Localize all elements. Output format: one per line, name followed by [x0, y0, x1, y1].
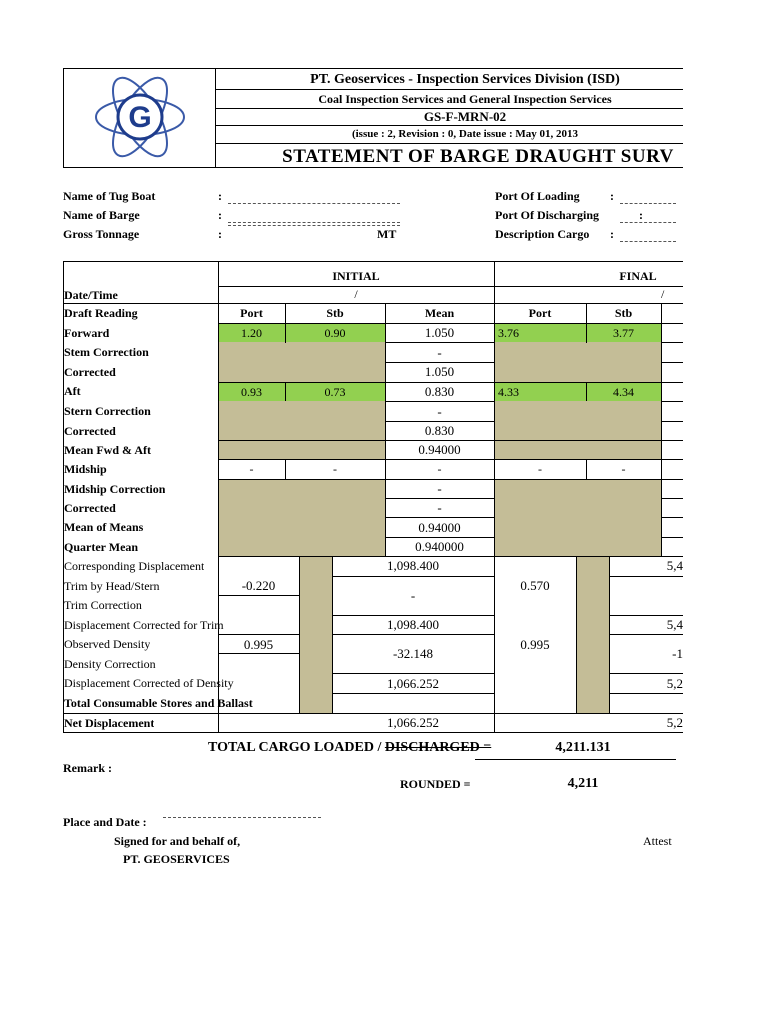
initial-fwd-corrected: 1.050 [424, 364, 455, 379]
tug-boat-label: Name of Tug Boat [63, 189, 156, 203]
total-cargo-label: TOTAL CARGO LOADED / DISCHARGED = [208, 740, 492, 755]
final-fwd-stb[interactable]: 3.77 [613, 326, 634, 340]
initial-aft-port[interactable]: 0.93 [241, 385, 262, 399]
row-label: Quarter Mean [64, 540, 139, 554]
final-displacement-trim: 5,4 [666, 617, 683, 632]
row-label: Date/Time [64, 288, 118, 302]
discharged-label: DISCHARGED = [384, 740, 492, 755]
barge-field[interactable] [228, 222, 400, 223]
initial-fwd-port[interactable]: 1.20 [241, 326, 262, 340]
row-label: Mean of Means [64, 520, 144, 534]
initial-mean-of-means: 0.94000 [418, 520, 461, 535]
colon: : [218, 189, 222, 203]
initial-mean-header: Mean [424, 306, 455, 320]
final-fwd-port[interactable]: 3.76 [498, 326, 519, 340]
row-label: Corrected [64, 424, 116, 438]
final-date-separator: / [661, 287, 665, 301]
row-label: Density Correction [64, 657, 156, 671]
place-date-field[interactable] [163, 817, 321, 818]
description-cargo-label: Description Cargo [495, 227, 590, 241]
row-label: Midship Correction [64, 482, 166, 496]
gross-tonnage-label: Gross Tonnage [63, 227, 140, 241]
initial-date-separator: / [354, 287, 358, 301]
row-label: Draft Reading [64, 306, 138, 320]
row-label: Trim by Head/Stern [64, 579, 160, 593]
initial-trim: -0.220 [241, 578, 276, 593]
row-label: Midship [64, 462, 107, 476]
signed-label: Signed for and behalf of, [114, 834, 241, 848]
final-corresponding-displacement: 5,4 [666, 558, 683, 573]
rounded-label: ROUNDED = [400, 777, 471, 791]
initial-aft-mean: 0.830 [424, 384, 455, 399]
company-signature-label: PT. GEOSERVICES [123, 852, 230, 866]
colon: : [218, 227, 222, 241]
final-net-displacement: 5,2 [666, 715, 683, 730]
initial-net-displacement: 1,066.252 [387, 715, 439, 730]
initial-stb-header: Stb [326, 306, 344, 320]
initial-quarter-mean: 0.940000 [415, 539, 464, 554]
place-date-label: Place and Date : [63, 815, 147, 829]
final-midship-stb[interactable]: - [621, 462, 626, 476]
colon: : [639, 208, 643, 222]
description-cargo-field[interactable] [620, 241, 676, 242]
row-label: Displacement Corrected for Trim [64, 618, 224, 632]
row-label: Total Consumable Stores and Ballast [64, 696, 253, 710]
final-port-header: Port [528, 306, 552, 320]
row-label: Stern Correction [64, 404, 151, 418]
initial-stern-correction: - [437, 404, 442, 419]
issue-info: (issue : 2, Revision : 0, Date issue : May 01, 2013 [351, 128, 579, 140]
logo-cell [64, 69, 216, 167]
colon: : [218, 208, 222, 222]
company-subtitle: Coal Inspection Services and General Inspection Services [318, 92, 612, 106]
svg-text:G: G [128, 101, 152, 134]
remark-label: Remark : [63, 761, 112, 775]
tug-boat-field[interactable] [228, 203, 400, 204]
port-of-discharging-label: Port Of Discharging [495, 208, 599, 222]
port-of-discharging-field[interactable] [620, 222, 676, 223]
final-displacement-density: 5,2 [666, 676, 683, 691]
colon: : [610, 227, 614, 241]
initial-mean-fwd-aft: 0.94000 [418, 442, 461, 457]
geoservices-logo-icon [64, 69, 215, 167]
total-cargo-value: 4,211.131 [555, 740, 611, 755]
final-trim: 0.570 [520, 578, 550, 593]
initial-midship-port[interactable]: - [249, 462, 254, 476]
initial-fwd-stb[interactable]: 0.90 [324, 326, 346, 340]
final-stb-header: Stb [614, 306, 633, 320]
initial-aft-stb[interactable]: 0.73 [324, 385, 346, 399]
row-label: Mean Fwd & Aft [64, 443, 151, 457]
initial-fwd-mean: 1.050 [424, 325, 455, 340]
row-label: Net Displacement [64, 716, 155, 730]
initial-midship-correction: - [437, 481, 442, 496]
row-label: Stem Correction [64, 345, 149, 359]
row-label: Aft [64, 384, 81, 398]
final-midship-port[interactable]: - [538, 462, 542, 476]
company-name: PT. Geoservices - Inspection Services Division (ISD) [310, 72, 620, 87]
barge-label: Name of Barge [63, 208, 140, 222]
initial-displacement-density: 1,066.252 [387, 676, 439, 691]
initial-stem-correction: - [437, 345, 442, 360]
initial-aft-corrected: 0.830 [424, 423, 455, 438]
row-label: Corrected [64, 365, 116, 379]
initial-observed-density: 0.995 [243, 637, 274, 652]
initial-density-correction: -32.148 [392, 646, 434, 661]
row-label: Corrected [64, 501, 116, 515]
initial-displacement-trim: 1,098.400 [387, 617, 439, 632]
initial-port-header: Port [240, 306, 263, 320]
initial-corresponding-displacement: 1,098.400 [387, 558, 439, 573]
final-header: FINAL [619, 269, 657, 283]
document-header [63, 68, 683, 168]
initial-header: INITIAL [332, 269, 380, 283]
colon: : [610, 189, 614, 203]
initial-midship-mean: - [437, 462, 442, 476]
final-density-correction: -1 [672, 646, 683, 661]
attested-label: Attest [643, 834, 672, 848]
final-aft-stb[interactable]: 4.34 [613, 385, 634, 399]
row-label: Displacement Corrected of Density [64, 676, 234, 690]
port-of-loading-field[interactable] [620, 203, 676, 204]
document-title: STATEMENT OF BARGE DRAUGHT SURV [282, 146, 674, 167]
barge-field-underline [228, 225, 400, 226]
row-label: Observed Density [64, 637, 151, 651]
final-observed-density: 0.995 [520, 637, 550, 652]
initial-midship-corrected: - [437, 500, 442, 515]
rounded-value: 4,211 [567, 776, 599, 791]
gross-tonnage-unit: MT [377, 227, 397, 241]
port-of-loading-label: Port Of Loading [495, 189, 580, 203]
row-label: Trim Correction [64, 598, 142, 612]
initial-midship-stb[interactable]: - [333, 462, 337, 476]
initial-trim-correction: - [410, 588, 416, 603]
draught-survey-table [63, 261, 683, 733]
row-label: Forward [64, 326, 110, 340]
form-code: GS-F-MRN-02 [423, 109, 507, 124]
row-label: Corresponding Displacement [64, 559, 205, 573]
final-aft-port[interactable]: 4.33 [498, 385, 519, 399]
